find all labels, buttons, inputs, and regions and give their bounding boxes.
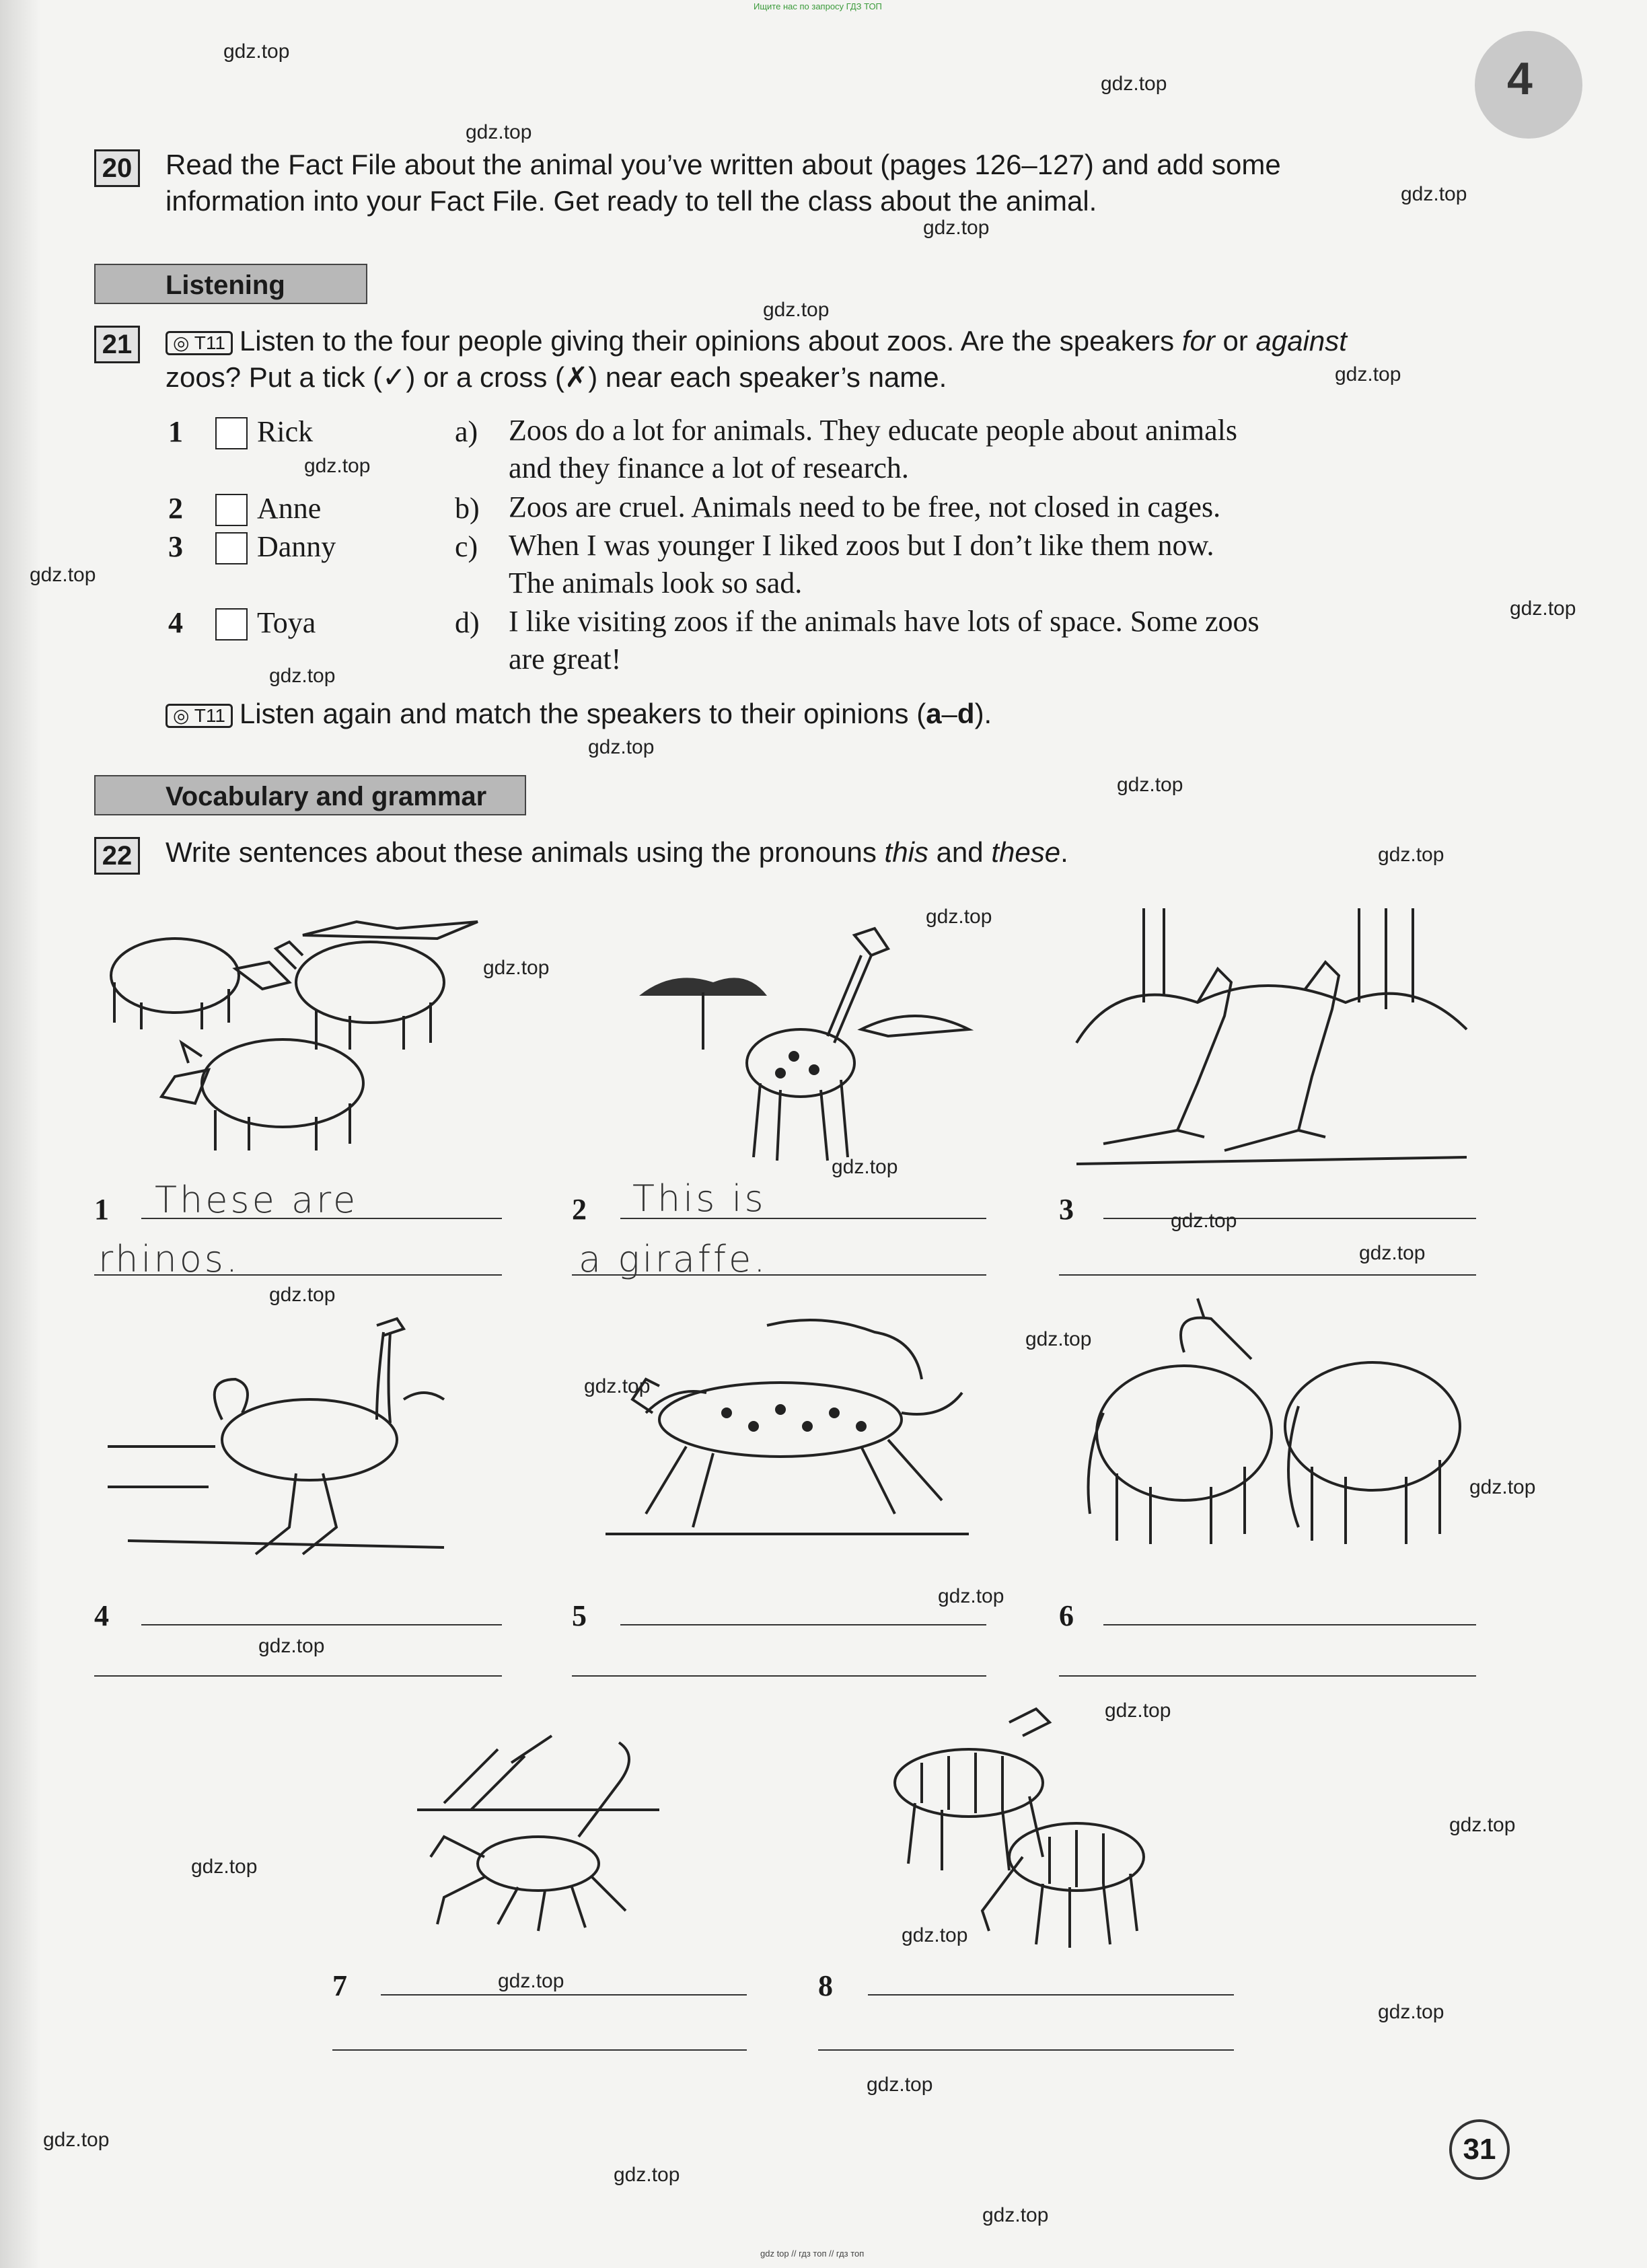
answer-line[interactable] bbox=[332, 2049, 747, 2051]
kangaroos-illustration bbox=[1063, 908, 1480, 1171]
answer-line[interactable] bbox=[381, 1994, 747, 1996]
opinion-letter: c) bbox=[455, 530, 478, 563]
watermark: gdz.top bbox=[269, 665, 336, 687]
answer-line[interactable] bbox=[1103, 1218, 1476, 1219]
watermark: gdz.top bbox=[584, 1375, 651, 1397]
speaker-name: Toya bbox=[257, 606, 316, 639]
exercise-22-instructions: Write sentences about these animals using the pronouns this and these. bbox=[166, 836, 1068, 868]
speaker-name: Anne bbox=[257, 492, 322, 525]
watermark: gdz.top bbox=[30, 564, 96, 586]
watermark: gdz.top bbox=[223, 40, 290, 63]
watermark: gdz.top bbox=[1378, 844, 1444, 866]
watermark: gdz.top bbox=[923, 217, 990, 239]
answer-line[interactable] bbox=[1059, 1274, 1476, 1276]
speaker-name: Rick bbox=[257, 415, 314, 448]
top-tagline: Ищите нас по запросу ГДЗ ТОП bbox=[754, 1, 882, 11]
watermark: gdz.top bbox=[483, 957, 550, 979]
zebras-illustration bbox=[848, 1709, 1157, 1958]
watermark: gdz.top bbox=[1117, 774, 1183, 796]
exercise-21-listen-again: ◎ T11 Listen again and match the speakers to their opinions (a–d). bbox=[166, 696, 1444, 732]
handwritten-answer: These are bbox=[155, 1179, 359, 1221]
speaker-number: 3 bbox=[168, 530, 183, 563]
watermark: gdz.top bbox=[982, 2204, 1049, 2226]
watermark: gdz.top bbox=[902, 1924, 968, 1946]
chapter-number: 4 bbox=[1507, 53, 1533, 104]
exercise-21-line-2: zoos? Put a tick (✓) or a cross (✗) near each speaker’s name. bbox=[166, 361, 947, 393]
item-number: 8 bbox=[818, 1969, 833, 2002]
audio-disc-icon: ◎ bbox=[173, 332, 190, 353]
watermark: gdz.top bbox=[1025, 1328, 1092, 1350]
exercise-21-instructions: ◎ T11 Listen to the four people giving their opinions about zoos. Are the speakers for or against zoos? Put a tick (✓) or a cross (✗) near each speaker’s name. bbox=[166, 323, 1473, 396]
item-number: 3 bbox=[1059, 1193, 1074, 1226]
watermark: gdz.top bbox=[1171, 1210, 1237, 1232]
section-vocabulary: Vocabulary and grammar bbox=[94, 775, 526, 815]
watermark: gdz.top bbox=[1510, 597, 1576, 620]
speaker-number: 4 bbox=[168, 606, 183, 639]
answer-line[interactable] bbox=[868, 1994, 1234, 1996]
answer-line[interactable] bbox=[1103, 1624, 1476, 1625]
watermark: gdz.top bbox=[1105, 1699, 1171, 1722]
exercise-20-number: 20 bbox=[94, 149, 140, 187]
rhinos-illustration bbox=[101, 908, 491, 1157]
opinion-letter: a) bbox=[455, 415, 478, 448]
handwritten-answer: rhinos. bbox=[98, 1238, 241, 1280]
watermark: gdz.top bbox=[269, 1284, 336, 1306]
track-badge[interactable]: ◎ T11 bbox=[166, 704, 233, 728]
page-number: 31 bbox=[1449, 2119, 1510, 2180]
watermark: gdz.top bbox=[1449, 1814, 1516, 1836]
exercise-20-line-2: information into your Fact File. Get ready to tell the class about the animal. bbox=[166, 185, 1097, 217]
item-number: 4 bbox=[94, 1599, 109, 1632]
watermark: gdz.top bbox=[867, 2074, 933, 2096]
watermark: gdz.top bbox=[1335, 363, 1401, 386]
watermark: gdz.top bbox=[588, 736, 655, 758]
speaker-tick-box[interactable] bbox=[215, 494, 248, 526]
item-number: 2 bbox=[572, 1193, 587, 1226]
opinion-letter: b) bbox=[455, 492, 480, 525]
exercise-20-line-1: Read the Fact File about the animal you’ve written about (pages 126–127) and add some bbox=[166, 149, 1281, 180]
handwritten-answer: This is bbox=[632, 1177, 766, 1220]
answer-line[interactable] bbox=[141, 1624, 502, 1625]
watermark: gdz.top bbox=[466, 121, 532, 143]
opinion-text: When I was younger I liked zoos but I don’t like them now. The animals look so sad. bbox=[509, 529, 1214, 599]
opinion-letter: d) bbox=[455, 606, 480, 639]
scorpion-illustration bbox=[417, 1736, 659, 1938]
opinion-text: Zoos are cruel. Animals need to be free, not closed in cages. bbox=[509, 490, 1221, 523]
watermark: gdz.top bbox=[832, 1156, 898, 1178]
giraffe-illustration bbox=[632, 928, 996, 1171]
watermark: gdz.top bbox=[191, 1856, 258, 1878]
track-badge[interactable]: ◎ T11 bbox=[166, 331, 233, 355]
audio-disc-icon: ◎ bbox=[173, 704, 190, 726]
ostrich-illustration bbox=[108, 1312, 458, 1561]
item-number: 7 bbox=[332, 1969, 347, 2002]
handwritten-answer: a giraffe. bbox=[579, 1238, 768, 1280]
watermark: gdz.top bbox=[1469, 1476, 1536, 1498]
exercise-22-number: 22 bbox=[94, 837, 140, 875]
watermark: gdz.top bbox=[938, 1585, 1004, 1607]
answer-line[interactable] bbox=[572, 1675, 986, 1677]
speaker-tick-box[interactable] bbox=[215, 417, 248, 449]
item-number: 5 bbox=[572, 1599, 587, 1632]
answer-line[interactable] bbox=[620, 1624, 986, 1625]
page-edge-shadow bbox=[0, 0, 40, 2268]
watermark: gdz.top bbox=[258, 1635, 325, 1657]
elephants-illustration bbox=[1076, 1312, 1480, 1561]
exercise-21-number: 21 bbox=[94, 326, 140, 363]
answer-line[interactable] bbox=[818, 2049, 1234, 2051]
watermark: gdz.top bbox=[304, 455, 371, 477]
bottom-tagline: gdz top // гдз топ // гдз топ bbox=[760, 2248, 865, 2259]
opinion-text: I like visiting zoos if the animals have lots of space. Some zoos are great! bbox=[509, 605, 1259, 675]
speaker-name: Danny bbox=[257, 530, 336, 563]
watermark: gdz.top bbox=[1359, 1242, 1426, 1264]
watermark: gdz.top bbox=[1378, 2001, 1444, 2023]
speaker-number: 1 bbox=[168, 415, 183, 448]
answer-line[interactable] bbox=[1059, 1675, 1476, 1677]
item-number: 1 bbox=[94, 1193, 109, 1226]
watermark: gdz.top bbox=[498, 1970, 564, 1992]
cheetah-illustration bbox=[606, 1312, 969, 1554]
section-listening: Listening bbox=[94, 264, 367, 304]
watermark: gdz.top bbox=[1101, 73, 1167, 95]
speaker-number: 2 bbox=[168, 492, 183, 525]
watermark: gdz.top bbox=[926, 906, 992, 928]
watermark: gdz.top bbox=[1401, 183, 1467, 205]
opinion-text: Zoos do a lot for animals. They educate people about animals and they finance a lot of research. bbox=[509, 414, 1237, 484]
item-number: 6 bbox=[1059, 1599, 1074, 1632]
exercise-20-text bbox=[166, 147, 1473, 219]
watermark: gdz.top bbox=[614, 2164, 680, 2186]
watermark: gdz.top bbox=[763, 299, 830, 321]
watermark: gdz.top bbox=[43, 2129, 110, 2151]
speaker-tick-box[interactable] bbox=[215, 608, 248, 641]
speaker-tick-box[interactable] bbox=[215, 532, 248, 564]
answer-line[interactable] bbox=[94, 1675, 502, 1677]
